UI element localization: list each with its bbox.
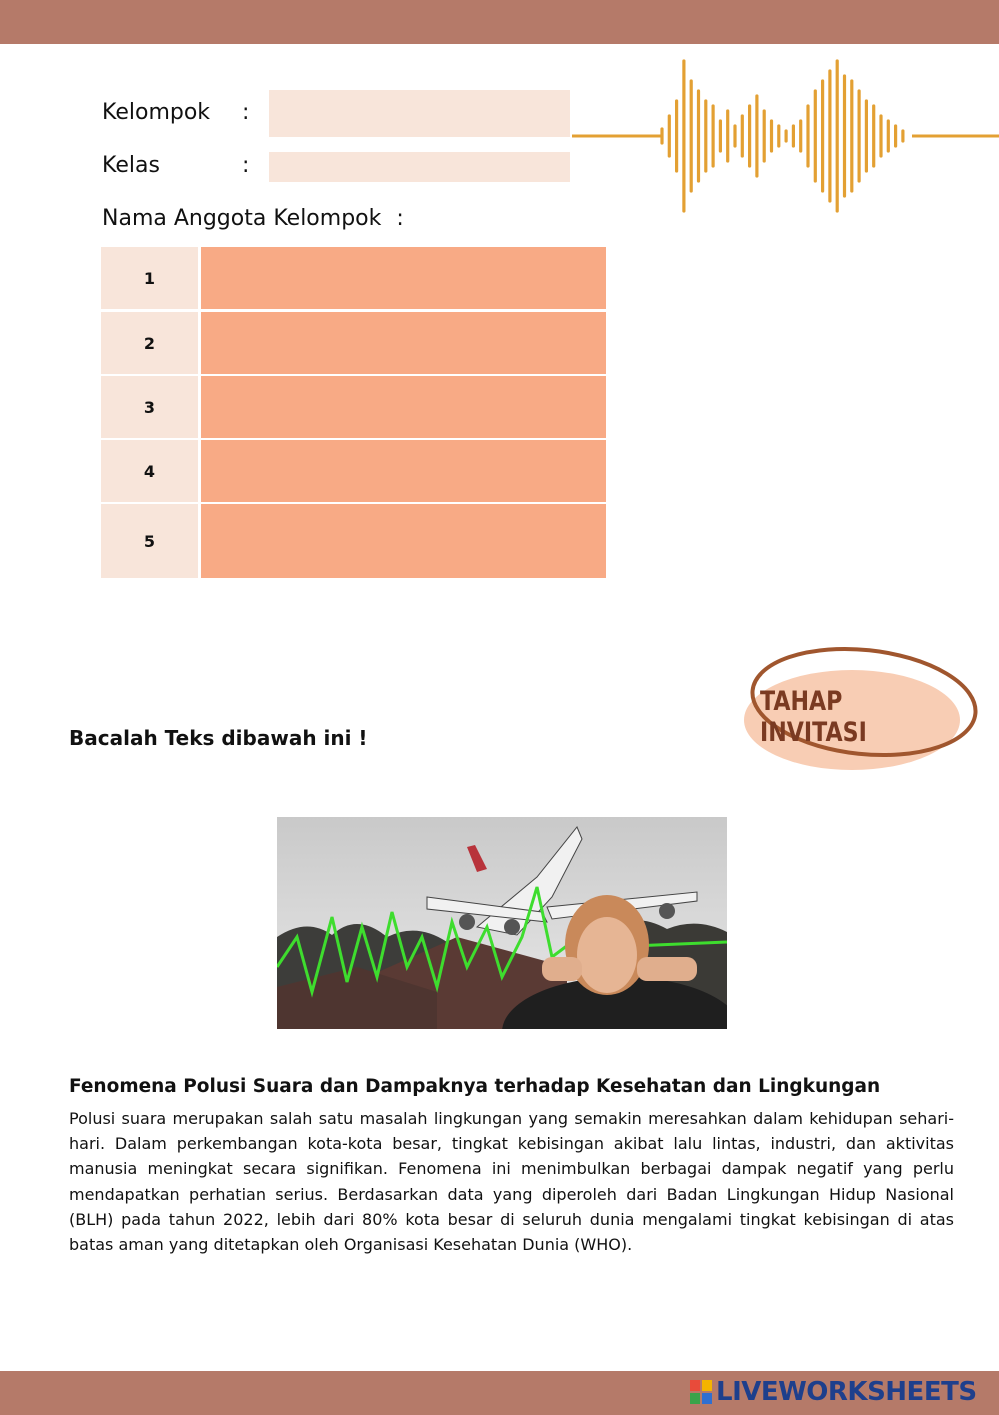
member-name-input-4[interactable] bbox=[201, 440, 606, 502]
members-colon: : bbox=[396, 206, 404, 231]
member-name-input-2[interactable] bbox=[201, 312, 606, 374]
member-row-2 bbox=[101, 312, 606, 374]
members-label bbox=[102, 206, 404, 231]
member-number: 5 bbox=[101, 504, 198, 578]
member-number: 4 bbox=[101, 440, 198, 502]
live-logo-icon bbox=[690, 1380, 712, 1404]
group-input[interactable] bbox=[269, 90, 570, 137]
top-band bbox=[0, 0, 999, 44]
stage-badge-label: TAHAP INVITASI bbox=[760, 686, 867, 748]
member-name-input-3[interactable] bbox=[201, 376, 606, 438]
airplane-noise-photo bbox=[277, 817, 727, 1029]
instruction-heading: Bacalah Teks dibawah ini ! bbox=[69, 726, 368, 750]
brand-name: LIVEWORKSHEETS bbox=[716, 1377, 977, 1407]
group-colon: : bbox=[242, 100, 250, 125]
article-title: Fenomena Polusi Suara dan Dampaknya terhadap Kesehatan dan Lingkungan bbox=[69, 1076, 881, 1097]
class-colon: : bbox=[242, 153, 250, 178]
class-label: Kelas bbox=[102, 153, 160, 178]
members-label-text: Nama Anggota Kelompok bbox=[102, 206, 382, 231]
member-row-5 bbox=[101, 504, 606, 578]
member-row-1 bbox=[101, 247, 606, 309]
member-row-4 bbox=[101, 440, 606, 502]
sound-wave-icon bbox=[572, 58, 999, 248]
member-number: 2 bbox=[101, 312, 198, 374]
group-label: Kelompok bbox=[102, 100, 211, 125]
article-body: Polusi suara merupakan salah satu masalah lingkungan yang semakin meresahkan dalam kehidupan sehari-hari. Dalam perkembangan kota-kota besar, tingkat kebisingan akibat lalu lintas, industri, dan aktivitas manusia meningkat secara signifikan. Fenomena ini menimbulkan berbagai dampak negatif yang perlu mendapatkan perhatian serius. Berdasarkan data yang diperoleh dari Badan Lingkungan Hidup Nasional (BLH) pada tahun 2022, lebih dari 80% kota besar di seluruh dunia mengalami tingkat kebisingan di atas batas aman yang ditetapkan oleh Organisasi Kesehatan Dunia (WHO). bbox=[69, 1109, 954, 1255]
member-name-input-1[interactable] bbox=[201, 247, 606, 309]
member-name-input-5[interactable] bbox=[201, 504, 606, 578]
brand-logo bbox=[690, 1374, 977, 1410]
member-number: 1 bbox=[101, 247, 198, 309]
member-number: 3 bbox=[101, 376, 198, 438]
class-input[interactable] bbox=[269, 152, 570, 182]
member-row-3 bbox=[101, 376, 606, 438]
